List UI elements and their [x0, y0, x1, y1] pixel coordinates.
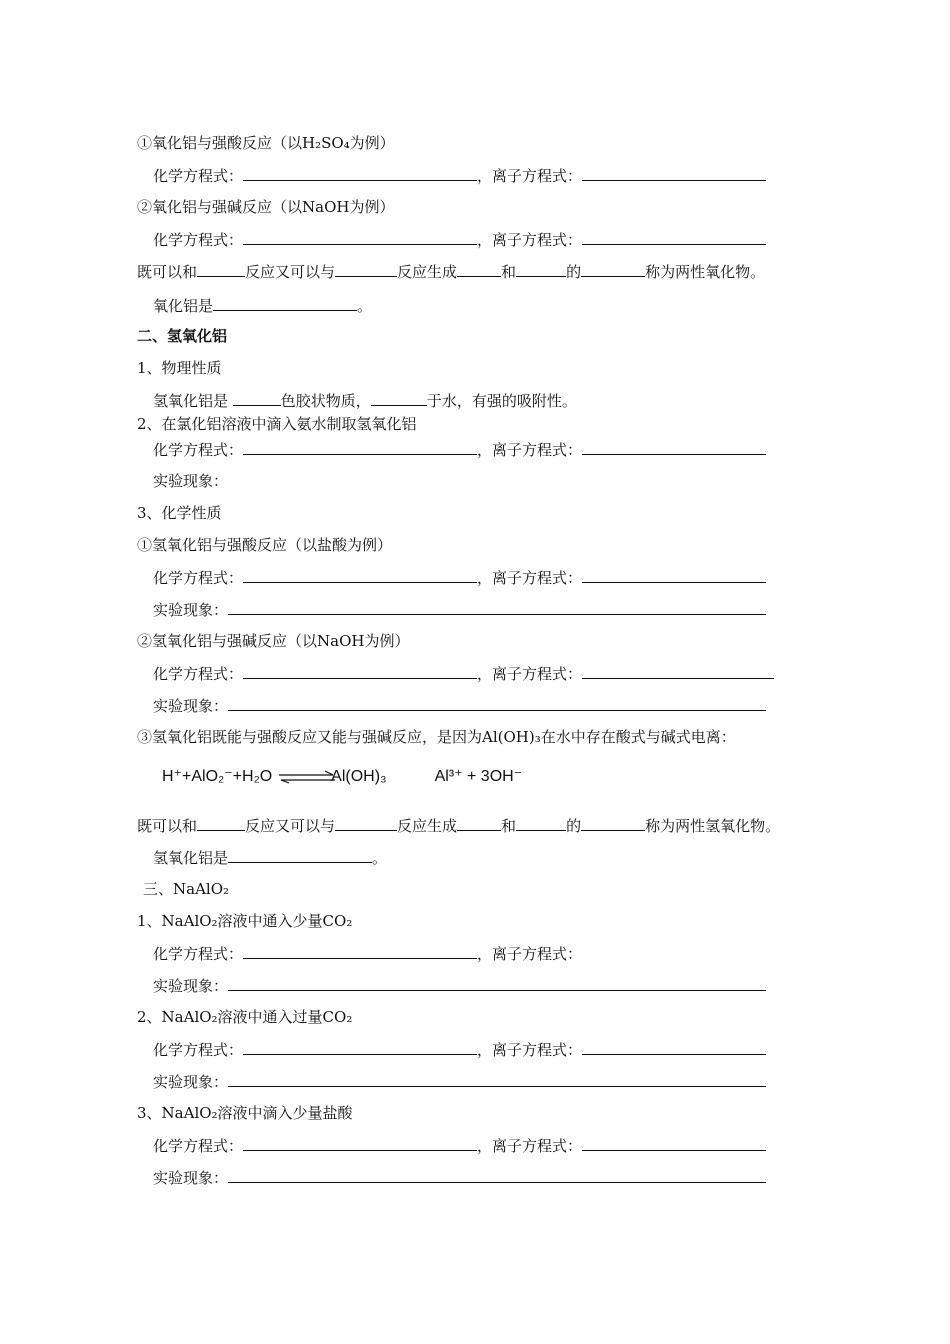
section-heading: 二、氢氧化铝 — [137, 327, 228, 345]
ion-eq-blank[interactable] — [582, 439, 766, 455]
fill-blank[interactable] — [516, 815, 566, 831]
ion-eq-blank[interactable] — [582, 1039, 766, 1055]
phenomenon-blank[interactable] — [228, 975, 766, 991]
ionization-left: H⁺+AlO₂⁻+H₂O — [162, 768, 273, 785]
fill-blank[interactable] — [197, 261, 245, 277]
phenomenon-blank[interactable] — [228, 599, 766, 615]
chem-eq-blank[interactable] — [243, 1135, 477, 1151]
fill-blank[interactable] — [197, 815, 245, 831]
phenomenon-line: 实验现象： — [153, 1167, 766, 1188]
phenomenon-line: 实验现象： — [153, 1071, 766, 1092]
item-hydroxide-acid: ①氢氧化铝与强酸反应（以盐酸为例） — [137, 536, 393, 554]
ionization-equation — [162, 767, 522, 787]
subheading-chemical: 3、化学性质 — [137, 504, 222, 522]
fill-blank[interactable] — [457, 261, 501, 277]
fill-blank[interactable] — [516, 261, 566, 277]
ion-eq-blank[interactable] — [582, 1135, 766, 1151]
chem-eq-blank[interactable] — [243, 229, 477, 245]
equilibrium-arrow-icon — [277, 770, 337, 784]
ionization-mid: Al(OH)₃ — [331, 768, 387, 785]
item-alumina-base: ②氧化铝与强碱反应（以NaOH为例） — [137, 198, 395, 216]
answer-line: 化学方程式： ，离子方程式： — [153, 1135, 766, 1156]
ion-eq-blank[interactable] — [582, 663, 774, 679]
ionization-right: Al³⁺ + 3OH⁻ — [434, 768, 523, 785]
alumina-is-line: 氧化铝是 。 — [153, 297, 373, 315]
answer-line: 化学方程式： ，离子方程式： — [153, 663, 774, 684]
answer-line: 化学方程式： ，离子方程式： — [153, 229, 766, 250]
answer-line: 化学方程式： ，离子方程式： — [153, 1039, 766, 1060]
subheading-physical: 1、物理性质 — [137, 359, 222, 377]
ion-eq-blank[interactable] — [582, 229, 766, 245]
item-hydroxide-base: ②氢氧化铝与强碱反应（以NaOH为例） — [137, 632, 410, 650]
phenomenon-line: 实验现象： — [153, 695, 766, 716]
physical-properties-line: 氢氧化铝是 色胶状物质， 于水，有强的吸附性。 — [153, 392, 577, 410]
phenomenon-blank[interactable] — [228, 695, 766, 711]
subheading-preparation: 2、在氯化铝溶液中滴入氨水制取氢氧化铝 — [137, 415, 417, 433]
item-alumina-acid: ①氧化铝与强酸反应（以H₂SO₄为例） — [137, 134, 395, 152]
ion-eq-blank[interactable] — [582, 165, 766, 181]
phenomenon-blank[interactable] — [228, 1071, 766, 1087]
answer-line: 化学方程式： ，离子方程式： — [153, 439, 766, 460]
chem-eq-blank[interactable] — [243, 567, 477, 583]
answer-line: 化学方程式： ，离子方程式： — [153, 567, 766, 588]
fill-blank[interactable] — [233, 390, 281, 406]
item-amphoteric-reason: ③氢氧化铝既能与强酸反应又能与强碱反应，是因为Al(OH)₃在水中存在酸式与碱式电离： — [137, 728, 736, 746]
phenomenon-blank[interactable] — [228, 1167, 766, 1183]
hydroxide-is-line: 氢氧化铝是 。 — [153, 849, 388, 867]
item-naalo2-co2-excess: 2、NaAlO₂溶液中通入过量CO₂ — [137, 1008, 353, 1026]
fill-blank[interactable] — [335, 261, 397, 277]
fill-blank[interactable] — [457, 815, 501, 831]
chem-eq-blank[interactable] — [243, 943, 477, 959]
fill-blank[interactable] — [228, 847, 372, 863]
phenomenon-line: 实验现象： — [153, 472, 229, 490]
fill-blank[interactable] — [371, 390, 427, 406]
item-naalo2-hcl: 3、NaAlO₂溶液中滴入少量盐酸 — [137, 1104, 353, 1122]
fill-blank[interactable] — [581, 815, 645, 831]
fill-blank[interactable] — [213, 295, 357, 311]
answer-line: 化学方程式： ，离子方程式： — [153, 165, 766, 186]
section-heading: 三、NaAlO₂ — [143, 880, 230, 898]
chem-eq-blank[interactable] — [243, 663, 477, 679]
item-naalo2-co2-small: 1、NaAlO₂溶液中通入少量CO₂ — [137, 912, 353, 930]
phenomenon-line: 实验现象： — [153, 599, 766, 620]
ion-eq-blank[interactable] — [582, 567, 766, 583]
chem-eq-blank[interactable] — [243, 1039, 477, 1055]
chem-eq-blank[interactable] — [243, 165, 477, 181]
answer-line: 化学方程式： ，离子方程式： — [153, 945, 583, 963]
amphoteric-hydroxide-definition: 既可以和 反应又可以与 反应生成 和 的 称为两性氢氧化物。 — [137, 817, 781, 835]
amphoteric-oxide-definition: 既可以和 反应又可以与 反应生成 和 的 称为两性氧化物。 — [137, 263, 766, 281]
fill-blank[interactable] — [581, 261, 645, 277]
fill-blank[interactable] — [335, 815, 397, 831]
chem-eq-blank[interactable] — [243, 439, 477, 455]
phenomenon-line: 实验现象： — [153, 975, 766, 996]
